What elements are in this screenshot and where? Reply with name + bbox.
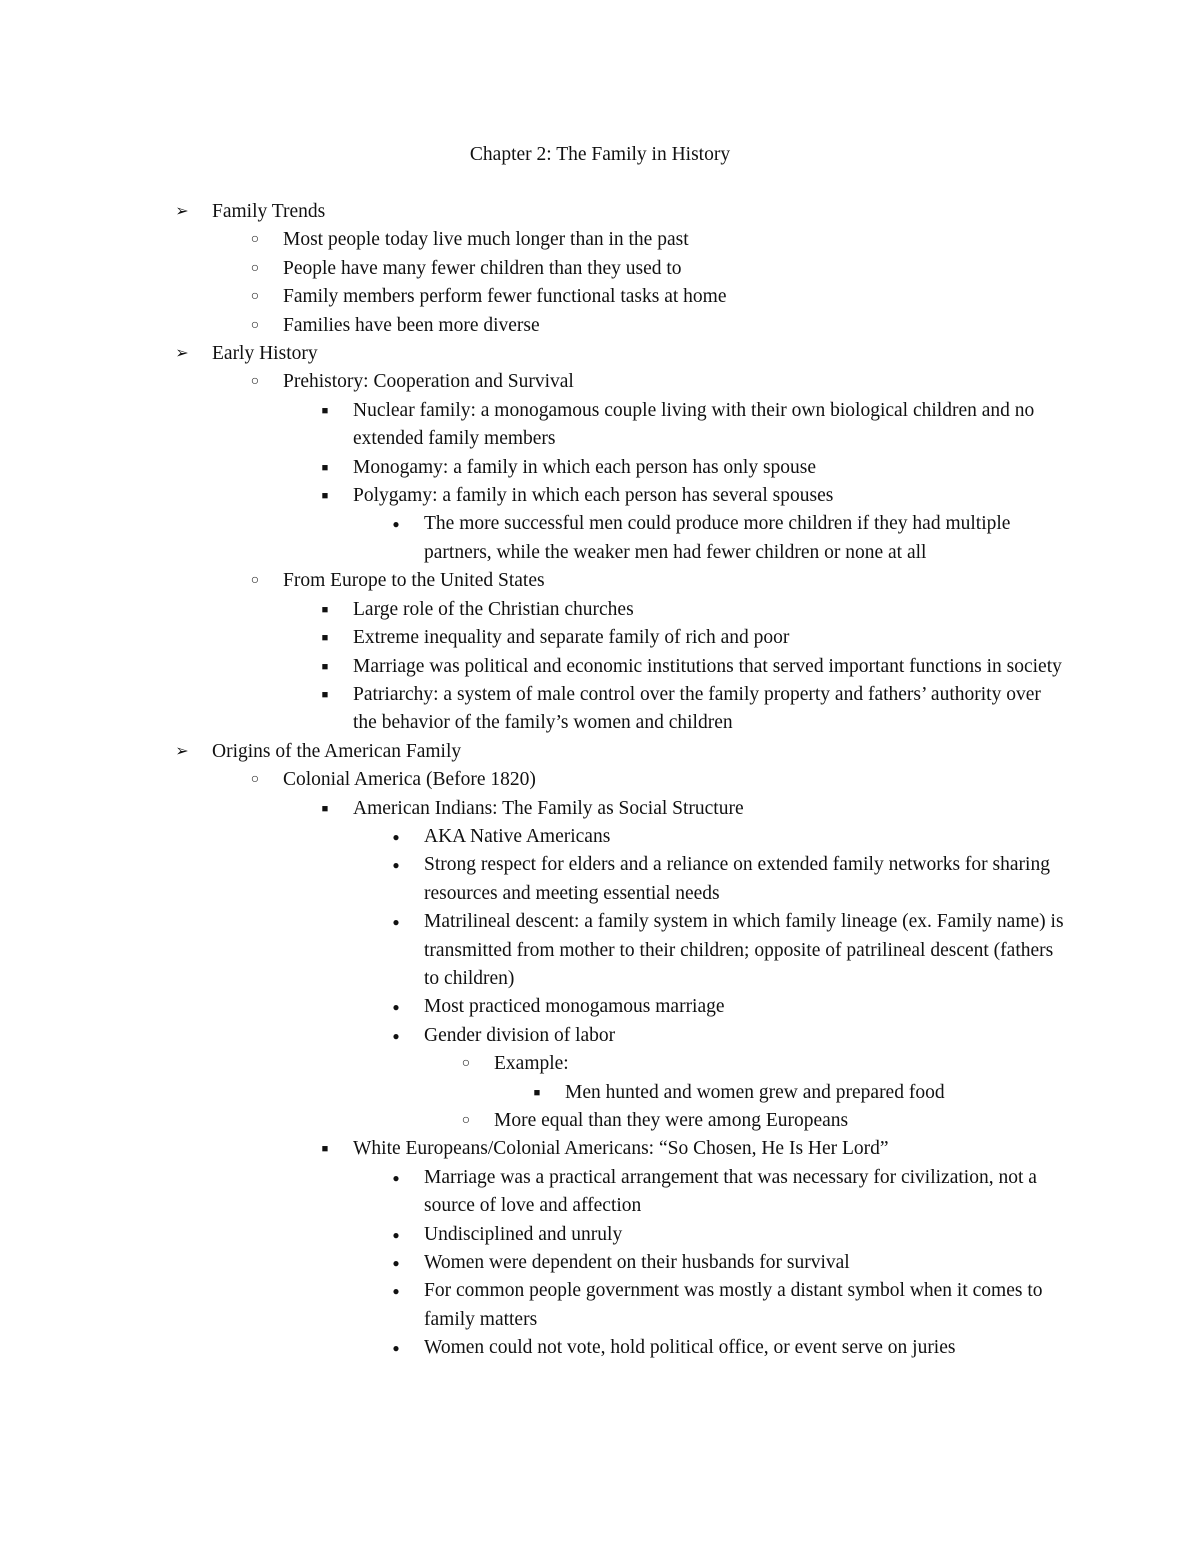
hollow-circle-bullet-icon: ○ (250, 772, 260, 788)
list-item-text: Most practiced monogamous marriage (424, 996, 725, 1018)
hollow-circle-bullet-icon: ○ (461, 1056, 471, 1072)
list-item (0, 312, 1200, 340)
list-item-text: Polygamy: a family in which each person has several spouses (353, 485, 834, 507)
filled-circle-bullet-icon: ● (392, 1256, 400, 1271)
list-item (0, 624, 1200, 652)
list-item (0, 454, 1200, 482)
arrow-bullet-icon: ➢ (175, 742, 189, 760)
filled-circle-bullet-icon: ● (392, 1227, 400, 1242)
list-item-text: People have many fewer children than they used to (283, 257, 682, 279)
list-item-text: AKA Native Americans (424, 825, 611, 847)
hollow-circle-bullet-icon: ○ (250, 573, 260, 589)
list-item-text: Women were dependent on their husbands for survival (424, 1252, 850, 1274)
square-bullet-icon: ■ (321, 461, 329, 474)
list-item-text: For common people government was mostly a distant symbol when it comes to family matters (424, 1280, 1043, 1330)
hollow-circle-bullet-icon: ○ (250, 260, 260, 276)
filled-circle-bullet-icon: ● (392, 829, 400, 844)
arrow-bullet-icon: ➢ (175, 345, 189, 363)
filled-circle-bullet-icon: ● (392, 1341, 400, 1356)
list-item-text: Early History (212, 343, 318, 365)
list-item (0, 1107, 1200, 1135)
list-item-text: Origins of the American Family (212, 740, 462, 762)
list-item (0, 226, 1200, 254)
list-item (0, 482, 1200, 510)
list-item (0, 908, 1200, 993)
list-item-text: Prehistory: Cooperation and Survival (283, 371, 574, 393)
filled-circle-bullet-icon: ● (392, 1028, 400, 1043)
filled-circle-bullet-icon: ● (392, 517, 400, 532)
list-item-text: Extreme inequality and separate family of rich and poor (353, 627, 790, 649)
list-item (0, 795, 1200, 823)
page-title: Chapter 2: The Family in History (469, 144, 731, 165)
list-item-text: From Europe to the United States (283, 570, 545, 592)
hollow-circle-bullet-icon: ○ (250, 289, 260, 305)
hollow-circle-bullet-icon: ○ (250, 374, 260, 390)
list-item-text: Nuclear family: a monogamous couple living with their own biological children and no extended family members (353, 399, 1035, 450)
filled-circle-bullet-icon: ● (392, 1000, 400, 1015)
list-item (0, 681, 1200, 738)
list-item (0, 766, 1200, 794)
hollow-circle-bullet-icon: ○ (250, 317, 260, 333)
list-item-text: Families have been more diverse (283, 314, 540, 336)
list-item (0, 823, 1200, 851)
list-item-text: Strong respect for elders and a reliance on extended family networks for sharing resources and meeting essential needs (424, 854, 1050, 904)
list-item-text: The more successful men could produce more children if they had multiple partners, while the weaker men had fewer children or none at all (424, 513, 1011, 563)
square-bullet-icon: ■ (321, 660, 329, 673)
filled-circle-bullet-icon: ● (392, 1284, 400, 1299)
list-item (0, 397, 1200, 454)
square-bullet-icon: ■ (321, 688, 329, 701)
list-item (0, 738, 1200, 766)
square-bullet-icon: ■ (321, 1143, 329, 1156)
list-item (0, 653, 1200, 681)
list-item (0, 567, 1200, 595)
list-item (0, 1277, 1200, 1334)
list-item (0, 368, 1200, 396)
list-item (0, 1334, 1200, 1362)
square-bullet-icon: ■ (321, 802, 329, 815)
hollow-circle-bullet-icon: ○ (461, 1113, 471, 1128)
list-item-text: Men hunted and women grew and prepared food (565, 1081, 945, 1103)
list-item (0, 283, 1200, 311)
list-item-text: Patriarchy: a system of male control over the family property and fathers’ authority over the behavior of the family’s women and children (353, 683, 1041, 734)
list-item-text: Large role of the Christian churches (353, 598, 634, 620)
list-item-text: American Indians: The Family as Social Structure (353, 797, 744, 819)
list-item (0, 340, 1200, 368)
list-item (0, 510, 1200, 567)
list-item-text: Most people today live much longer than in the past (283, 229, 689, 251)
list-item (0, 198, 1200, 226)
list-item-text: Gender division of labor (424, 1024, 616, 1046)
filled-circle-bullet-icon: ● (392, 858, 400, 873)
list-item (0, 1135, 1200, 1163)
list-item (0, 1022, 1200, 1050)
list-item-text: More equal than they were among Europeans (494, 1110, 849, 1131)
list-item (0, 1249, 1200, 1277)
filled-circle-bullet-icon: ● (392, 915, 400, 930)
list-item-text: Marriage was a practical arrangement that was necessary for civilization, not a source of love and affection (424, 1166, 1037, 1217)
list-item (0, 993, 1200, 1021)
filled-circle-bullet-icon: ● (392, 1170, 400, 1185)
list-item (0, 1050, 1200, 1078)
list-item (0, 1079, 1200, 1107)
list-item-text: Colonial America (Before 1820) (283, 769, 536, 791)
list-item-text: Women could not vote, hold political office, or event serve on juries (424, 1337, 956, 1359)
square-bullet-icon: ■ (533, 1086, 541, 1099)
list-item-text: Family members perform fewer functional tasks at home (283, 286, 727, 308)
list-item-text: Undisciplined and unruly (424, 1223, 623, 1245)
list-item-text: Matrilineal descent: a family system in which family lineage (ex. Family name) is transmitted from mother to their children; opposite of patrilineal descent (fathers to children) (424, 911, 1064, 989)
list-item-text: White Europeans/Colonial Americans: “So Chosen, He Is Her Lord” (353, 1138, 889, 1160)
outline-list (0, 198, 1200, 1363)
list-item-text: Family Trends (212, 201, 326, 222)
arrow-bullet-icon: ➢ (175, 203, 189, 220)
square-bullet-icon: ■ (321, 632, 329, 645)
list-item (0, 596, 1200, 624)
hollow-circle-bullet-icon: ○ (250, 232, 260, 248)
square-bullet-icon: ■ (321, 404, 329, 417)
list-item-text: Marriage was political and economic institutions that served important functions in society (353, 655, 1062, 677)
list-item (0, 851, 1200, 908)
square-bullet-icon: ■ (321, 490, 329, 503)
list-item (0, 255, 1200, 283)
list-item-text: Monogamy: a family in which each person has only spouse (353, 456, 817, 478)
list-item (0, 1221, 1200, 1249)
list-item-text: Example: (494, 1053, 569, 1075)
list-item (0, 1164, 1200, 1221)
square-bullet-icon: ■ (321, 603, 329, 616)
